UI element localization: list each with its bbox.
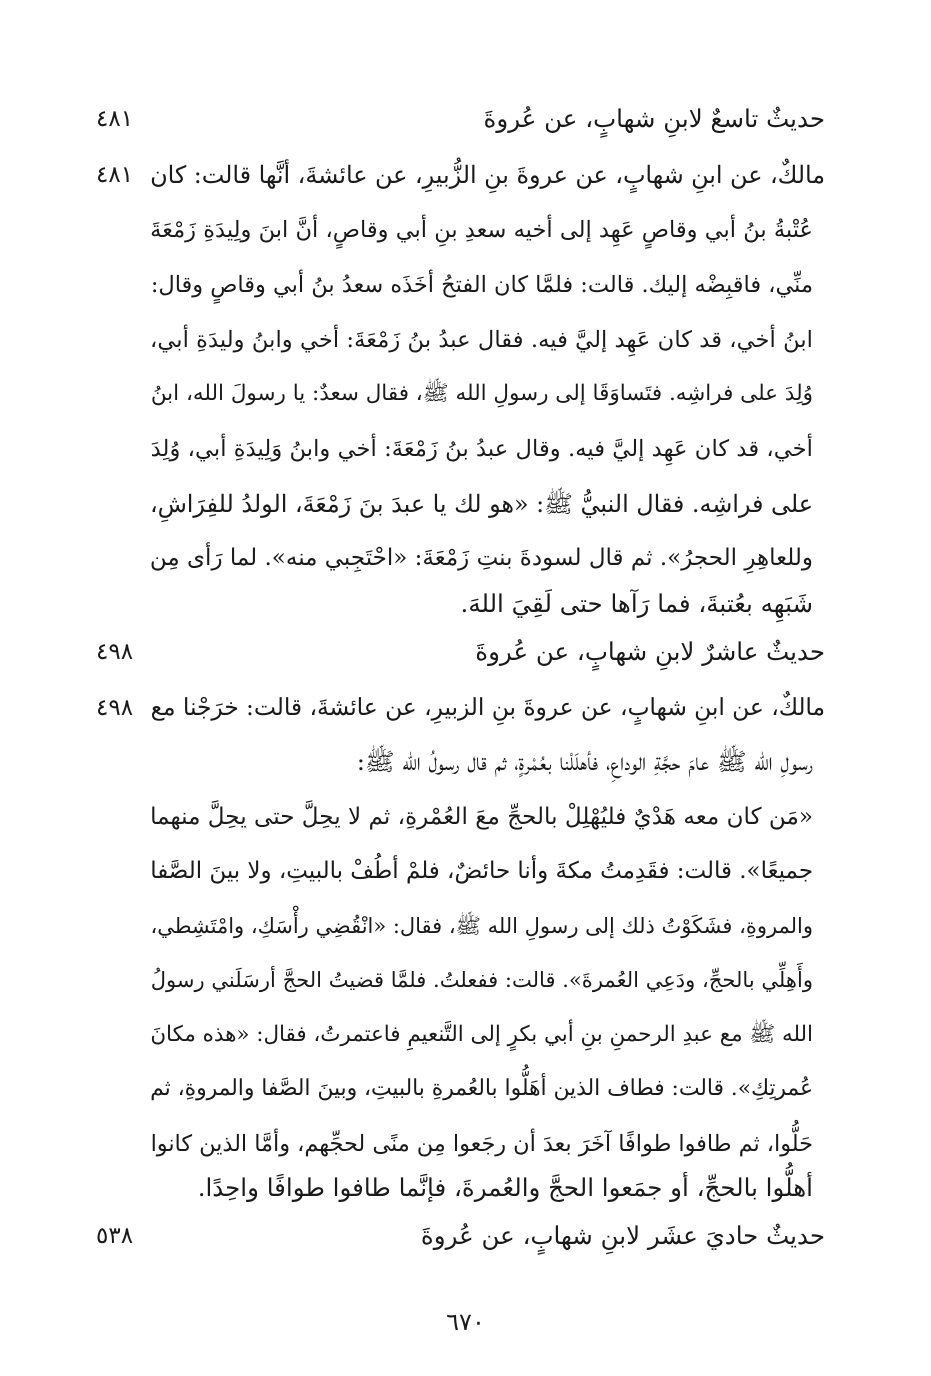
text-line: أخي، قد كان عَهِد إليَّ فيه. وقال عبدُ بنُ زَمْعَةَ: أخي وابنُ وَلِيدَةِ أبي، وُلِدَ bbox=[150, 436, 813, 462]
text-line: عُتْبةُ بنُ أبي وقاصٍ عَهِد إلى أخيه سعدِ بنِ أبي وقاصٍ، أنَّ ابنَ ولِيدَةِ زَمْعَةَ bbox=[150, 217, 813, 243]
text-line: الله ﷺ مع عبدِ الرحمنِ بنِ أبي بكرٍ إلى التَّنعيمِ فاعتمرتُ، فقال: «هذه مكانَ bbox=[150, 1022, 813, 1047]
text-line: ابنُ أخي، قد كان عَهِد إليَّ فيه. فقال عبدُ بنُ زَمْعَةَ: أخي وابنُ وليدَةِ أبي، bbox=[150, 327, 813, 353]
text-line: أهلُّوا بالحجِّ، أو جمَعوا الحجَّ والعُمرةَ، فإنَّما طافوا طوافًا واحِدًا. bbox=[197, 1173, 813, 1202]
text-line: مالكٌ، عن ابنِ شهابٍ، عن عروةَ بنِ الزبيرِ، عن عائشةَ، قالت: خرَجْنا مع bbox=[150, 694, 825, 721]
text-line: رسولِ الله ﷺ عامَ حجَّةِ الوداعِ، فأهلَلْنا بعُمْرةٍ، ثم قال رسولُ الله ﷺ: bbox=[356, 747, 813, 776]
heading-number: ٤٩٨ bbox=[96, 639, 134, 665]
text-line: مالكٌ، عن ابنِ شهابٍ، عن عروةَ بنِ الزُّبيرِ، عن عائشةَ، أنَّها قالت: كان bbox=[150, 161, 825, 189]
text-line: وللعاهِرِ الحجرُ». ثم قال لسودةَ بنتِ زَمْعَةَ: «احْتَجِبي منه». لما رَأى مِن bbox=[149, 545, 813, 571]
text-line: على فراشِه. فقال النبيُّ ﷺ: «هو لك يا عبدَ بنَ زَمْعَةَ، الولدُ للفِرَاشِ، bbox=[149, 490, 813, 518]
heading-number: ٤٨١ bbox=[96, 106, 134, 132]
hadith-number: ٤٩٨ bbox=[96, 695, 134, 721]
section-heading: حديثٌ حاديَ عشَر لابنِ شهابٍ، عن عُروةَ bbox=[420, 1221, 825, 1250]
text-line: منِّي، فاقبِضْه إليك. قالت: فلمَّا كان الفتحُ أخَذَه سعدُ بنُ أبي وقاصٍ وقال: bbox=[150, 272, 813, 298]
text-line: والمروةِ، فشَكَوْتُ ذلك إلى رسولِ الله ﷺ، فقال: «انْقُضِي رأْسَكِ، وامْتَشِطي، bbox=[150, 914, 813, 938]
text-line: وأَهِلِّي بالحجِّ، ودَعِي العُمرةَ». قالت: ففعلتُ. فلمَّا قضيتُ الحجَّ أرسَلَني رسولُ bbox=[150, 967, 813, 992]
text-line: جميعًا». قالت: فقَدِمتُ مكةَ وأنا حائضٌ، فلمْ أطُفْ بالبيتِ، ولا بينَ الصَّفا bbox=[150, 858, 813, 884]
text-line: «مَن كان معه هَدْيٌ فليُهْلِلْ بالحجِّ معَ العُمْرةِ، ثم لا يحِلَّ حتى يحِلَّ منهما bbox=[150, 804, 813, 830]
text-line: وُلِدَ على فراشِه. فتَساوَقَا إلى رسولِ الله ﷺ، فقال سعدٌ: يا رسولَ الله، ابنُ bbox=[150, 381, 813, 406]
text-line: شَبَهِه بعُتبةَ، فما رَآها حتى لَقِيَ اللهَ. bbox=[460, 589, 813, 618]
page-number: ٦٧٠ bbox=[446, 1308, 485, 1336]
text-line: حَلُّوا، ثم طافوا طوافًا آخَرَ بعدَ أن رجَعوا مِن منًى لحجِّهم، وأمَّا الذين كانوا bbox=[150, 1131, 813, 1157]
hadith-number: ٤٨١ bbox=[96, 162, 134, 188]
heading-number: ٥٣٨ bbox=[96, 1223, 134, 1249]
text-line: عُمرتِكِ». قالت: فطاف الذين أهَلُّوا بالعُمرةِ بالبيتِ، وبينَ الصَّفا والمروةِ، ثم bbox=[150, 1076, 813, 1101]
section-heading: حديثٌ تاسعٌ لابنِ شهابٍ، عن عُروةَ bbox=[483, 104, 825, 133]
section-heading: حديثٌ عاشرٌ لابنِ شهابٍ، عن عُروةَ bbox=[475, 637, 825, 666]
